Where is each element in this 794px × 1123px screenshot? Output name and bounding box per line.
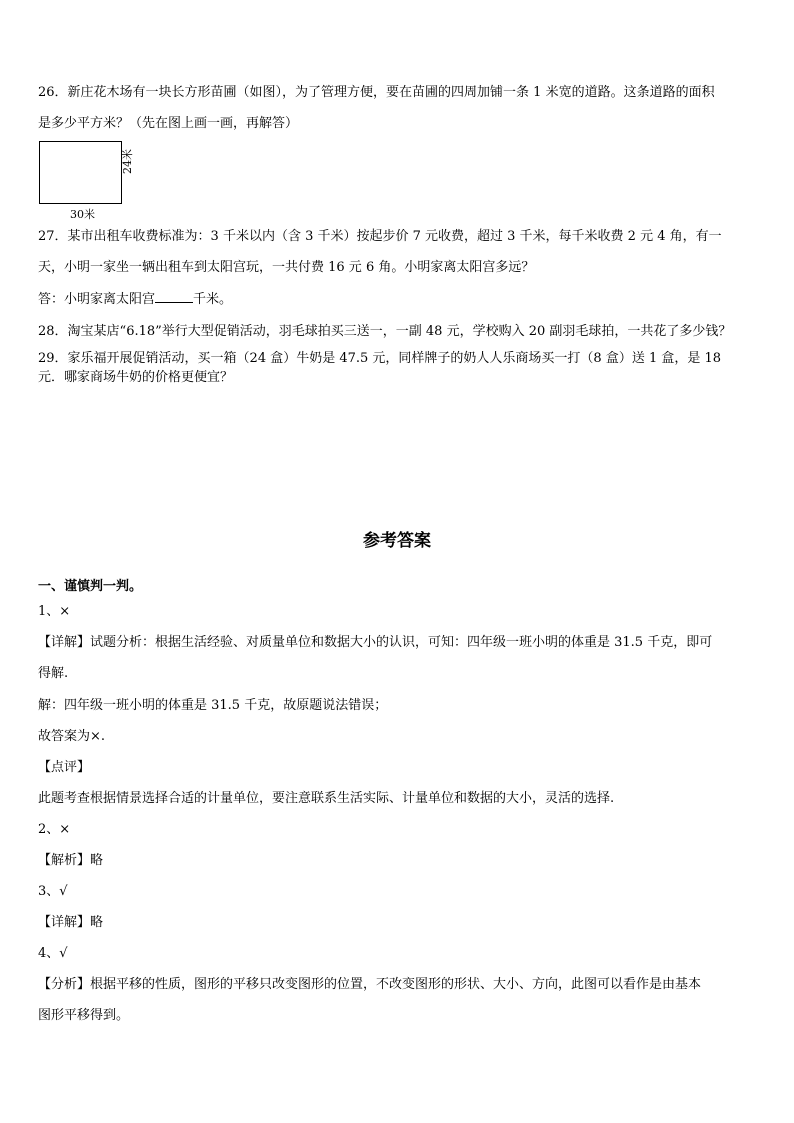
answer-1-comment-heading: 【点评】 [38, 760, 91, 775]
answer-4-detail-line1: 【分析】根据平移的性质，图形的平移只改变图形的位置，不改变图形的形状、大小、方向，此图可以看作是由基本 [38, 977, 702, 992]
answer-1-final: 故答案为×. [38, 729, 106, 744]
answer-1-comment: 此题考查根据情景选择合适的计量单位，要注意联系生活实际、计量单位和数据的大小，灵活的选择. [38, 791, 615, 806]
answer-1-number: 1、× [38, 604, 71, 619]
q27-answer-line [38, 290, 770, 309]
q26-text-line2: 是多少平方米？（先在图上画一画，再解答） [38, 116, 299, 131]
answer-4-detail-line2: 图形平移得到。 [38, 1008, 130, 1023]
answers-section1-heading: 一、谨慎判一判。 [38, 579, 143, 594]
q27-text-line2: 天，小明一家坐一辆出租车到太阳宫玩，一共付费 16 元 6 角。小明家离太阳宫多远？ [38, 260, 535, 275]
answers-title: 参考答案 [363, 531, 431, 551]
q29-text-line1: 29．家乐福开展促销活动，买一箱（24 盒）牛奶是 47.5 元，同样牌子的奶人人乐商场买一打（8 盒）送 1 盒，是 18 [38, 351, 722, 366]
answer-4-number: 4、√ [38, 946, 68, 961]
figure-side-label: 24米 [121, 149, 134, 174]
answer-1-detail-line1: 【详解】试题分析：根据生活经验、对质量单位和数据大小的认识，可知：四年级一班小明的体重是 31.5 千克，即可 [38, 635, 713, 650]
q26-text-line1: 26．新庄花木场有一块长方形苗圃（如图），为了管理方便，要在苗圃的四周加铺一条 1 米宽的道路。这条道路的面积 [38, 85, 715, 100]
answer-2-number: 2、× [38, 822, 71, 837]
figure-bottom-label: 30米 [70, 208, 95, 221]
answer-1-detail-line2: 得解. [38, 666, 69, 681]
answer-3-number: 3、√ [38, 884, 68, 899]
q27-text-line1: 27．某市出租车收费标准为：3 千米以内（含 3 千米）按起步价 7 元收费，超过 3 千米，每千米收费 2 元 4 角，有一 [38, 229, 722, 244]
q27-answer-suffix: 千米。 [193, 292, 233, 307]
answer-1-solution: 解：四年级一班小明的体重是 31.5 千克，故原题说法错误； [38, 698, 388, 713]
nursery-rectangle-figure [38, 138, 148, 221]
q27-answer-prefix: 答：小明家离太阳宫 [38, 292, 156, 307]
q27-answer-blank[interactable] [155, 290, 193, 303]
q29-text-line2: 元．哪家商场牛奶的价格更便宜？ [38, 370, 234, 385]
nursery-rectangle [39, 141, 122, 204]
q28-text-line1: 28．淘宝某店“6.18”举行大型促销活动，羽毛球拍买三送一，一副 48 元，学校购入 20 副羽毛球拍，一共花了多少钱？ [38, 324, 732, 339]
answer-2-detail: 【解析】略 [38, 853, 104, 868]
answer-3-detail: 【详解】略 [38, 915, 104, 930]
